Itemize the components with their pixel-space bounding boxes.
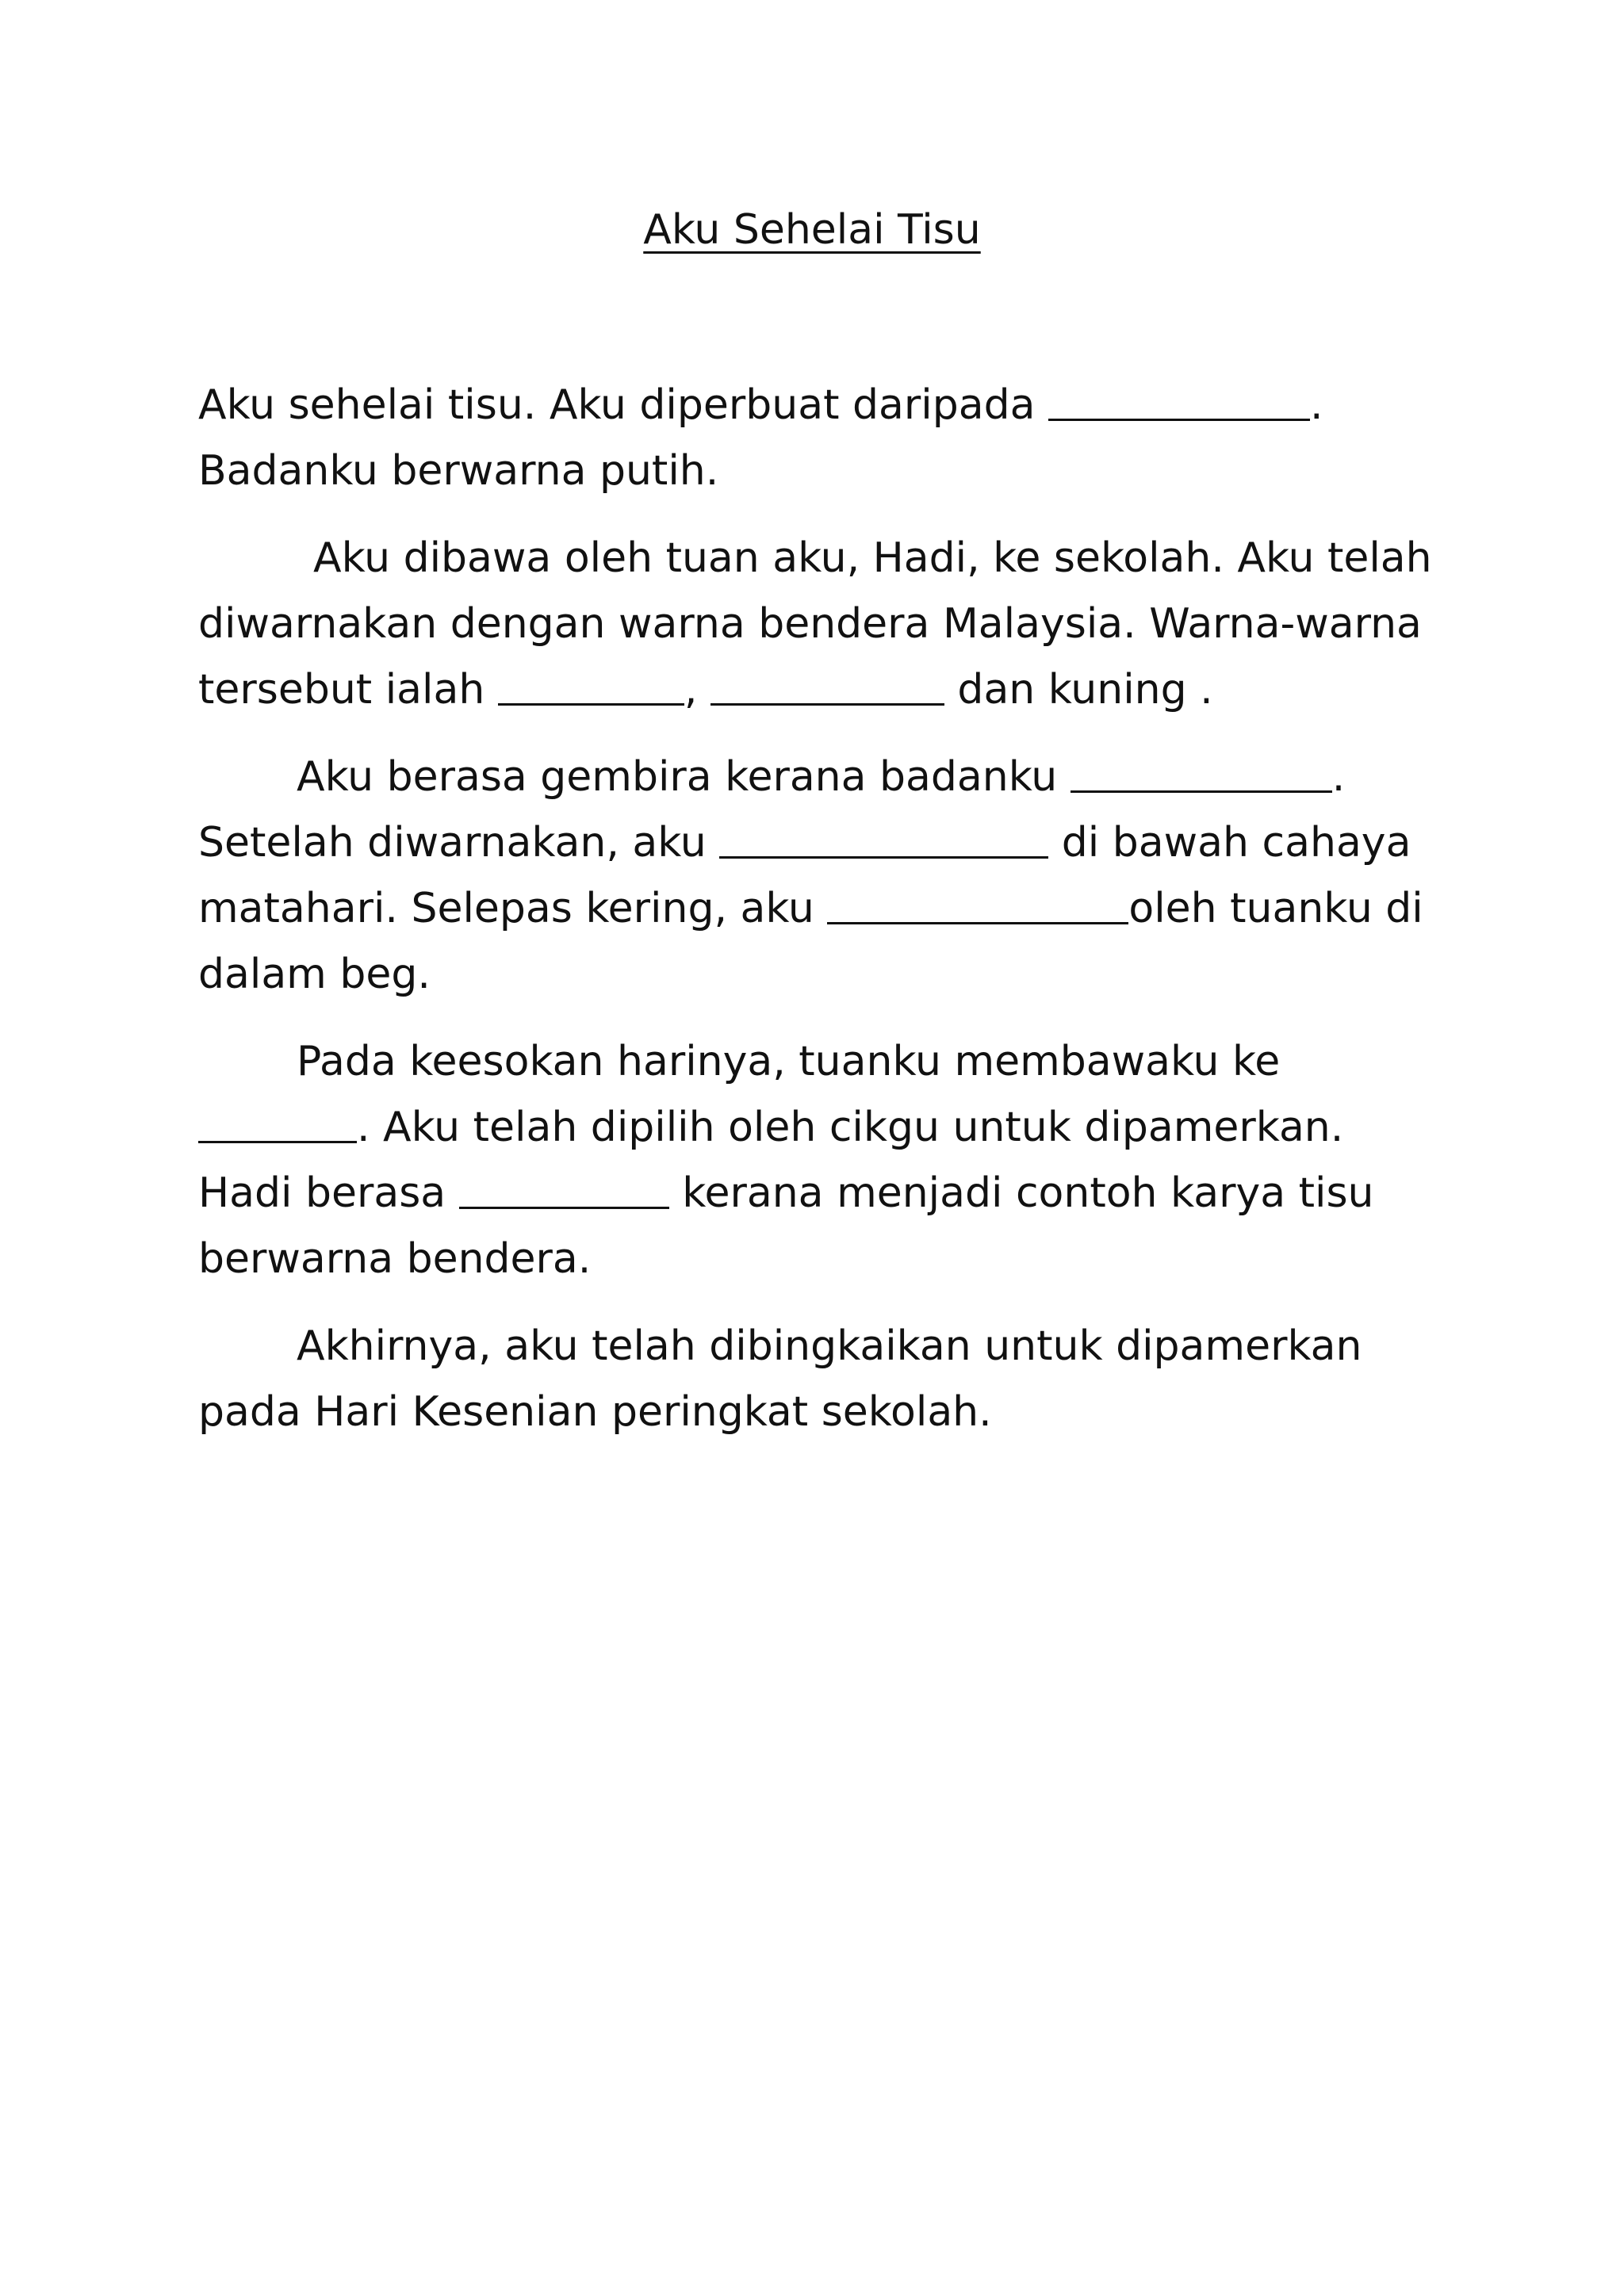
blank-colour-1[interactable] [498, 662, 684, 706]
paragraph-3-text-b: . Setelah diwarnakan, aku [198, 753, 1346, 867]
paragraph-3-text-a: Aku berasa gembira kerana badanku [297, 753, 1071, 801]
blank-colour-2[interactable] [710, 662, 944, 706]
blank-drying[interactable] [719, 815, 1048, 859]
paragraph-1-line-2: Badanku berwarna putih. [198, 447, 719, 495]
paragraph-2-text-c: dan kuning . [944, 666, 1213, 714]
paragraph-3-text-c: di bawah cahaya matahari. Selepas kering, aku [198, 819, 1411, 932]
blank-destination[interactable] [198, 1100, 357, 1143]
page-title: Aku Sehelai Tisu [643, 206, 981, 254]
story-body [198, 373, 1443, 1467]
paragraph-2-text-a: Aku dibawa oleh tuan aku, Hadi, ke sekolah. Aku telah diwarnakan dengan warna bendera Malaysia. Warna-warna tersebut ialah [198, 534, 1432, 714]
blank-stored[interactable] [827, 881, 1128, 924]
paragraph-1-text-b: . [1309, 381, 1323, 429]
paragraph-2 [198, 526, 1443, 723]
paragraph-3 [198, 744, 1443, 1008]
paragraph-1 [198, 373, 1443, 504]
paragraph-4-text-c: kerana menjadi contoh karya tisu berwarna bendera. [198, 1169, 1374, 1283]
paragraph-4-text-a: Pada keesokan harinya, tuanku membawaku ke [297, 1038, 1281, 1085]
paragraph-3-text-d: oleh tuanku di dalam beg. [198, 885, 1423, 998]
paragraph-4 [198, 1029, 1443, 1292]
paragraph-2-text-b: , [684, 666, 710, 714]
paragraph-1-text-a: Aku sehelai tisu. Aku diperbuat daripada [198, 381, 1048, 429]
paragraph-5-text-a: Akhirnya, aku telah dibingkaikan untuk dipamerkan pada Hari Kesenian peringkat sekolah. [198, 1322, 1362, 1436]
blank-material[interactable] [1048, 377, 1310, 421]
paragraph-4-text-b: . Aku telah dipilih oleh cikgu untuk dipamerkan. Hadi berasa [198, 1104, 1344, 1217]
blank-feeling[interactable] [459, 1165, 669, 1209]
paragraph-5 [198, 1314, 1443, 1445]
blank-body-state[interactable] [1071, 749, 1332, 793]
